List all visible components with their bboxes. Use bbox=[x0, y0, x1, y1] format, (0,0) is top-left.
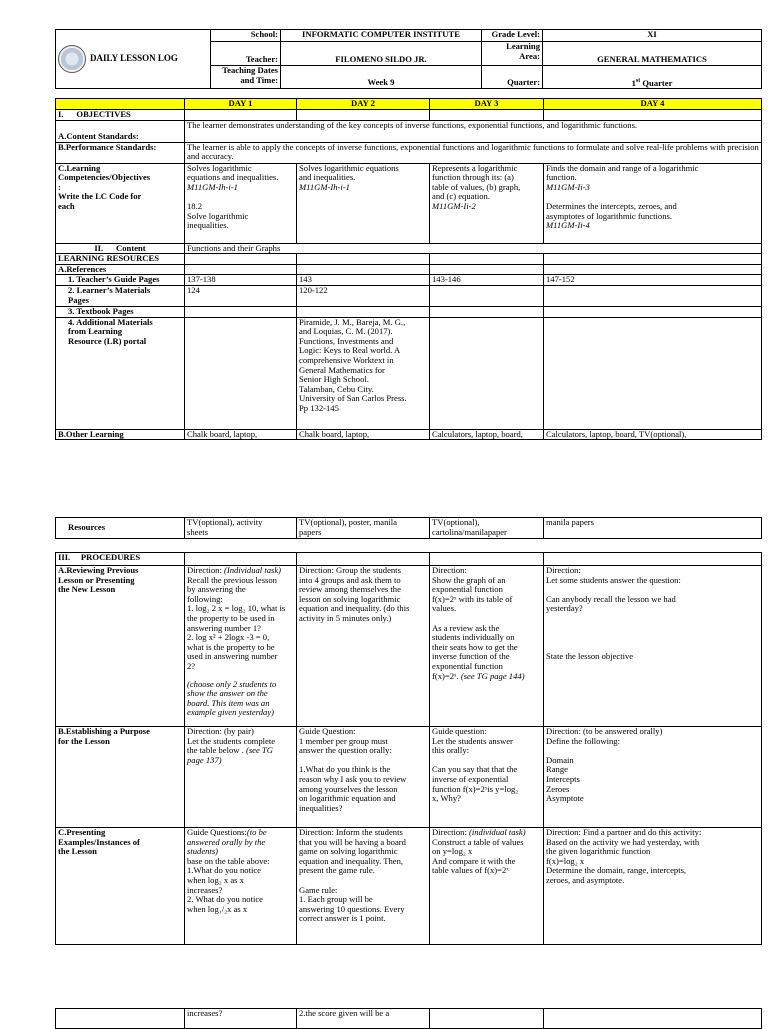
presenting-day2: Direction: Inform the students that you will be having a board game on solving logarithmic equation and inequality. Then, present the game rule. Game rule: 1. Each group will be answering 10 questions. Every correct answer is 1 point. bbox=[297, 828, 430, 945]
reviewing-day4: Direction: Let some students answer the question: Can anybody recall the lesson we had yesterday? State the lesson objective bbox=[544, 566, 762, 727]
reviewing-day2: Direction: Group the students into 4 groups and ask them to review among themselves the lesson on solving logarithmic equation and inequality. (do this activity in 5 minutes only.) bbox=[297, 566, 430, 727]
other-resources-cont-day4: manila papers bbox=[544, 518, 762, 539]
reviewing-previous-label: A.Reviewing Previous Lesson or Presenting the New Lesson bbox=[56, 566, 185, 727]
objectives-table bbox=[55, 98, 762, 440]
lm-pages-label: 2. Learner’s Materials Pages bbox=[56, 285, 185, 306]
day-header-1: DAY 1 bbox=[185, 99, 297, 110]
lm-pages-day3 bbox=[430, 285, 544, 306]
presenting-day4: Direction: Find a partner and do this activity: Based on the activity we had yesterday, with the given logarithmic function f(x)=log₂ x Determine the domain, range, intercepts, zeroes, and asymptote. bbox=[544, 828, 762, 945]
references-label: A.References bbox=[56, 264, 185, 275]
school-value: INFORMATIC COMPUTER INSTITUTE bbox=[281, 30, 482, 42]
other-resources-day4: Calculators, laptop, board, TV(optional), bbox=[544, 429, 762, 440]
tg-pages-label: 1. Teacher’s Guide Pages bbox=[56, 275, 185, 286]
procedures-heading: III. PROCEDURES bbox=[56, 553, 185, 566]
establishing-purpose-label: B.Establishing a Purpose for the Lesson bbox=[56, 727, 185, 828]
procedures-continuation-table bbox=[55, 1008, 762, 1029]
area-value: GENERAL MATHEMATICS bbox=[543, 42, 762, 66]
other-resources-label: B.Other Learning bbox=[56, 429, 185, 440]
deped-seal-icon bbox=[58, 45, 86, 73]
content-value: Functions and their Graphs bbox=[185, 243, 762, 254]
presenting-cont-day2: 2.the score given will be a bbox=[297, 1009, 430, 1029]
establishing-day1: Direction: (by pair) Let the students complete the table below . (see TG page 137) bbox=[185, 727, 297, 828]
other-resources-day3: Calculators, laptop, board, bbox=[430, 429, 544, 440]
quarter-label: Quarter: bbox=[482, 66, 543, 89]
textbook-pages-label: 3. Textbook Pages bbox=[56, 306, 185, 317]
day-header-2: DAY 2 bbox=[297, 99, 430, 110]
doc-title: DAILY LESSON LOG bbox=[90, 53, 178, 64]
other-resources-day1: Chalk board, laptop, bbox=[185, 429, 297, 440]
other-resources-cont-day3: TV(optional), cartolina/manilapaper bbox=[430, 518, 544, 539]
competency-day1: Solves logarithmic equations and inequalities. M11GM-Ih-i-1 18.2 Solve logarithmic inequalities. bbox=[185, 163, 297, 243]
learning-resources-heading: LEARNING RESOURCES bbox=[56, 254, 185, 265]
additional-materials-day2: Piramide, J. M., Bareja, M. G., and Loquias, C. M. (2017). Functions, Investments and Logic: Keys to Real world. A comprehensive Worktext in General Mathematics for Senior High School. Talamban, Cebu City. University of San Carlos Press. Pp 132-145 bbox=[297, 317, 430, 429]
day-header-3: DAY 3 bbox=[430, 99, 544, 110]
tg-pages-day1: 137-138 bbox=[185, 275, 297, 286]
other-resources-cont-day1: TV(optional), activity sheets bbox=[185, 518, 297, 539]
tg-pages-day4: 147-152 bbox=[544, 275, 762, 286]
tg-pages-day3: 143-146 bbox=[430, 275, 544, 286]
establishing-day3: Guide question: Let the students answer this orally: Can you say that that the inverse of exponential function f(x)=2ˣis y=log₂ x, Why? bbox=[430, 727, 544, 828]
additional-materials-label: 4. Additional Materials from Learning Resource (LR) portal bbox=[56, 317, 185, 429]
header-table bbox=[55, 29, 762, 89]
other-resources-cont-day2: TV(optional), poster, manila papers bbox=[297, 518, 430, 539]
presenting-examples-label: C.Presenting Examples/Instances of the Lesson bbox=[56, 828, 185, 945]
day-header-4: DAY 4 bbox=[544, 99, 762, 110]
competency-day2: Solves logarithmic equations and inequalities. M11GM-Ih-i-1 bbox=[297, 163, 430, 243]
dates-value: Week 9 bbox=[281, 66, 482, 89]
competencies-label: C.Learning Competencies/Objectives : Write the LC Code for each bbox=[56, 163, 185, 243]
lm-pages-day4 bbox=[544, 285, 762, 306]
competency-day4: Finds the domain and range of a logarithmic function. M11GM-Ii-3 Determines the intercepts, zeroes, and asymptotes of logarithmic functions. M11GM-Ii-4 bbox=[544, 163, 762, 243]
other-resources-day2: Chalk board, laptop, bbox=[297, 429, 430, 440]
competency-day3: Represents a logarithmic function through its: (a) table of values, (b) graph, and (c) equation. M11GM-Ii-2 bbox=[430, 163, 544, 243]
reviewing-day1: Direction: (Individual task) Recall the previous lesson by answering the following: 1. log₂ 2 x = log₂ 10, what is the property to be used in answering number 1? 2. log x² + 2logx -3 = 0, what is the property to be used in answering number 2? (choose only 2 students to show the answer on the board. This item was an example given yesterday) bbox=[185, 566, 297, 727]
day-header-blank bbox=[56, 99, 185, 110]
establishing-day4: Direction: (to be answered orally) Define the following: Domain Range Intercepts Zeroes Asymptote bbox=[544, 727, 762, 828]
teacher-label: Teacher: bbox=[211, 42, 281, 66]
title-cell bbox=[56, 30, 211, 89]
presenting-cont-day1: increases? bbox=[185, 1009, 297, 1029]
lm-pages-day1: 124 bbox=[185, 285, 297, 306]
reviewing-day3: Direction: Show the graph of an exponential function f(x)=2ˣ with its table of values. As a review ask the students individually on their seats how to get the inverse function of the exponential function f(x)=2ˣ. (see TG page 144) bbox=[430, 566, 544, 727]
quarter-value: 1st Quarter bbox=[543, 66, 762, 89]
tg-pages-day2: 143 bbox=[297, 275, 430, 286]
resources-continuation-table bbox=[55, 517, 762, 539]
grade-value: XI bbox=[543, 30, 762, 42]
procedures-table bbox=[55, 552, 762, 945]
establishing-day2: Guide Question: 1 member per group must answer the question orally: 1.What do you think is the reason why I ask you to review among yourselves the lesson on logarithmic equation and inequalities? bbox=[297, 727, 430, 828]
objectives-heading: I. OBJECTIVES bbox=[56, 110, 185, 121]
content-standards-label: A.Content Standards: bbox=[56, 120, 185, 142]
content-label: II. Content bbox=[56, 243, 185, 254]
dates-label: Teaching Dates and Time: bbox=[211, 66, 281, 89]
grade-label: Grade Level: bbox=[482, 30, 543, 42]
performance-standards-label: B.Performance Standards: bbox=[56, 142, 185, 163]
teacher-value: FILOMENO SILDO JR. bbox=[281, 42, 482, 66]
area-label: Learning Area: bbox=[482, 42, 543, 66]
other-resources-label-cont: Resources bbox=[56, 518, 185, 539]
performance-standards-text: The learner is able to apply the concepts of inverse functions, exponential functions and logarithmic functions to formulate and solve real-life problems with precision and accuracy. bbox=[185, 142, 762, 163]
presenting-day1: Guide Questions:(to be answered orally by the students) base on the table above: 1.What do you notice when log₂ x as x increases? 2. What do you notice when log₁/₂x as x bbox=[185, 828, 297, 945]
content-standards-text: The learner demonstrates understanding of the key concepts of inverse functions, exponential functions, and logarithmic functions. bbox=[185, 120, 762, 142]
school-label: School: bbox=[211, 30, 281, 42]
presenting-day3: Direction: (individual task) Construct a table of values on y=log₂ x And compare it with the table values of f(x)=2ˣ bbox=[430, 828, 544, 945]
lm-pages-day2: 120-122 bbox=[297, 285, 430, 306]
